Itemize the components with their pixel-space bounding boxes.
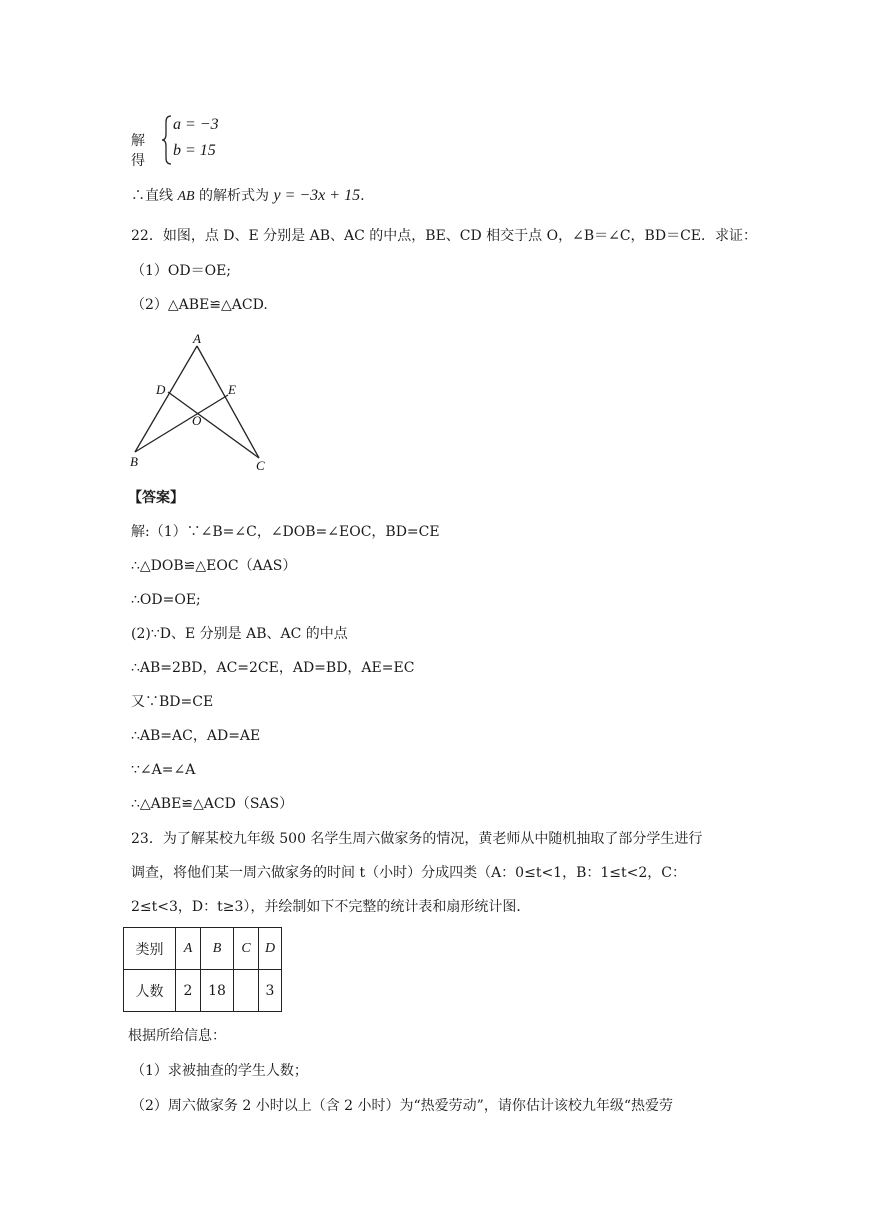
q22-stem: 22．如图，点 D、E 分别是 AB、AC 的中点，BE、CD 相交于点 O，∠B＝∠C，BD＝CE．求证： [131, 228, 758, 244]
q23-line-3: 2≤t<3，D：t≥3），并绘制如下不完整的统计表和扇形统计图． [131, 899, 531, 915]
label-d: D [156, 382, 166, 397]
table-row [124, 928, 282, 970]
answer-step-8: ∵∠A=∠A [131, 762, 196, 778]
answer-step-6: 又∵BD=CE [131, 694, 214, 710]
answer-step-2: ∴△DOB≌△EOC（AAS） [131, 558, 297, 574]
answer-heading: 【答案】 [128, 490, 184, 506]
table-cell-b: 18 [201, 970, 234, 1012]
table-cell-c [234, 970, 259, 1012]
label-b: B [130, 454, 138, 469]
conclusion-line [131, 186, 365, 207]
q23-info: 根据所给信息： [128, 1028, 226, 1044]
table-label-count: 人数 [124, 970, 176, 1012]
side-ab [135, 346, 197, 452]
answer-step-3: ∴OD=OE; [131, 592, 201, 608]
triangle-figure [125, 330, 285, 475]
formula: y = −3x + 15 [273, 187, 361, 204]
label-e: E [228, 382, 236, 397]
table-header-category: 类别 [124, 928, 176, 970]
answer-step-1: 解:（1）∵∠B=∠C，∠DOB=∠EOC，BD=CE [131, 524, 440, 540]
table-cell-a: 2 [176, 970, 201, 1012]
label-a: A [193, 331, 201, 346]
stats-table [123, 927, 282, 1012]
segment-be [135, 395, 228, 452]
left-brace-icon [161, 114, 173, 166]
table-header-b: B [201, 928, 234, 970]
q23-part1: （1）求被抽查的学生人数； [131, 1063, 308, 1079]
q23-part2: （2）周六做家务 2 小时以上（含 2 小时）为“热爱劳动”，请你估计该校九年级“热爱劳 [131, 1098, 673, 1114]
table-header-d: D [259, 928, 282, 970]
line-name: AB [177, 189, 195, 204]
conclusion-end: . [360, 188, 365, 204]
table-header-a: A [176, 928, 201, 970]
label-c: C [256, 458, 265, 473]
conclusion-prefix: ∴直线 [131, 188, 178, 204]
equation-b: b = 15 [173, 142, 216, 159]
equation-a: a = −3 [173, 116, 219, 133]
conclusion-mid: 的解析式为 [194, 188, 274, 204]
table-row [124, 970, 282, 1012]
answer-step-9: ∴△ABE≌△ACD（SAS） [131, 796, 294, 812]
table-header-c: C [234, 928, 259, 970]
q23-line-2: 调查，将他们某一周六做家务的时间 t（小时）分成四类（A：0≤t<1，B：1≤t<2，C： [131, 865, 686, 881]
q23-line-1: 23．为了解某校九年级 500 名学生周六做家务的情况，黄老师从中随机抽取了部分学生进行 [131, 831, 703, 847]
answer-step-7: ∴AB=AC，AD=AE [131, 728, 261, 744]
answer-step-4: (2)∵D、E 分别是 AB、AC 的中点 [131, 626, 348, 642]
solve-label: 解得 [131, 133, 145, 169]
q22-part2: （2）△ABE≌△ACD. [131, 297, 268, 313]
answer-step-5: ∴AB=2BD，AC=2CE，AD=BD，AE=EC [131, 660, 415, 676]
label-o: O [192, 413, 202, 428]
table-cell-d: 3 [259, 970, 282, 1012]
segment-dc [168, 392, 259, 458]
side-ac [197, 346, 259, 458]
q22-part1: （1）OD＝OE; [131, 263, 232, 279]
